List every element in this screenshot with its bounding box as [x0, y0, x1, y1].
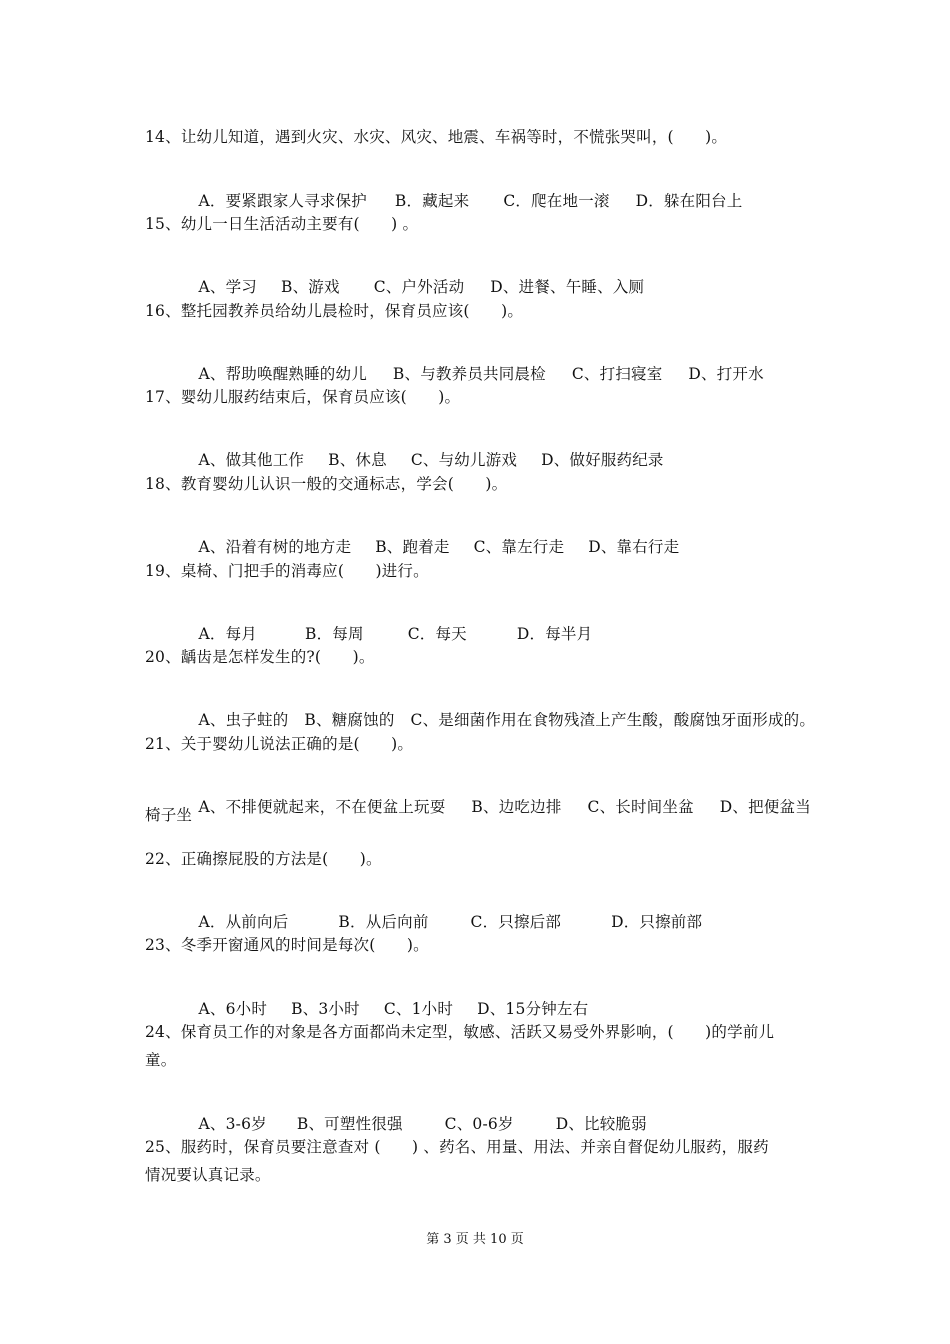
options-21	[178, 777, 811, 837]
option-b: B、跑着走	[375, 538, 450, 556]
option-d: D、做好服药纪录	[541, 451, 664, 469]
question-24-continued: 童。	[145, 1051, 177, 1069]
option-d: D、打开水	[688, 365, 764, 383]
option-d: D．躲在阳台上	[635, 192, 743, 210]
page-footer: 第 3 页 共 10 页	[426, 1232, 524, 1247]
question-25: 25、服药时，保育员要注意查对 ( ) 、药名、用量、用法、并亲自督促幼儿服药，服药	[145, 1138, 769, 1156]
question-20: 20、龋齿是怎样发生的?( )。	[145, 648, 375, 666]
question-22: 22、正确擦屁股的方法是( )。	[145, 850, 382, 868]
option-c: C、靠左行走	[473, 538, 565, 556]
option-c: C．爬在地一滚	[503, 192, 610, 210]
option-c: C、户外活动	[373, 278, 465, 296]
question-15: 15、幼儿一日生活活动主要有( ) 。	[145, 215, 419, 233]
option-b: B、可塑性很强	[296, 1115, 403, 1133]
question-25-continued: 情况要认真记录。	[145, 1166, 271, 1184]
option-d: D、把便盆当	[719, 798, 811, 816]
option-b: B．藏起来	[394, 192, 470, 210]
option-c: C、与幼儿游戏	[410, 451, 518, 469]
option-b: B．从后向前	[338, 913, 429, 931]
question-18: 18、教育婴幼儿认识一般的交通标志，学会( )。	[145, 475, 508, 493]
option-c: C、0-6岁	[444, 1115, 514, 1133]
option-c: C．只擦后部	[470, 913, 562, 931]
option-a: A、不排便就起来，不在便盆上玩耍	[198, 798, 446, 816]
option-b: B、边吃边排	[471, 798, 562, 816]
option-d: D．只擦前部	[611, 913, 703, 931]
option-a: A．要紧跟家人寻求保护	[198, 192, 367, 210]
option-a: A、帮助唤醒熟睡的幼儿	[198, 365, 367, 383]
option-a: A、6小时	[198, 1000, 268, 1018]
question-16: 16、整托园教养员给幼儿晨检时，保育员应该( )。	[145, 302, 524, 320]
option-a: A．从前向后	[198, 913, 289, 931]
option-c: C．每天	[407, 625, 467, 643]
question-19: 19、桌椅、门把手的消毒应( )进行。	[145, 562, 429, 580]
question-24: 24、保育员工作的对象是各方面都尚未定型，敏感、活跃又易受外界影响，( )的学前儿	[145, 1023, 775, 1041]
option-d: D、靠右行走	[588, 538, 680, 556]
option-d: D、进餐、午睡、入厕	[490, 278, 645, 296]
option-a: A、虫子蛀的	[198, 711, 289, 729]
question-23: 23、冬季开窗通风的时间是每次( )。	[145, 936, 429, 954]
question-14: 14、让幼儿知道，遇到火灾、水灾、风灾、地震、车祸等时，不慌张哭叫，( )。	[145, 128, 728, 146]
option-b: B、与教养员共同晨检	[392, 365, 546, 383]
question-17: 17、婴幼儿服药结束后，保育员应该( )。	[145, 388, 461, 406]
option-a: A、做其他工作	[198, 451, 305, 469]
option-b: B、游戏	[281, 278, 340, 296]
option-b: B、休息	[328, 451, 387, 469]
option-c: C、是细菌作用在食物残渣上产生酸，酸腐蚀牙面形成的。	[410, 711, 816, 729]
option-c: C、1小时	[383, 1000, 454, 1018]
option-d: D、15分钟左右	[477, 1000, 589, 1018]
option-b: B、糖腐蚀的	[304, 711, 395, 729]
question-21: 21、关于婴幼儿说法正确的是( )。	[145, 735, 414, 753]
option-b: B、3小时	[291, 1000, 360, 1018]
option-d: D、比较脆弱	[555, 1115, 647, 1133]
option-c: C、长时间坐盆	[587, 798, 694, 816]
option-c: C、打扫寝室	[571, 365, 663, 383]
option-d: D．每半月	[516, 625, 593, 643]
option-a: A、学习	[198, 278, 258, 296]
option-b: B．每周	[305, 625, 364, 643]
options-21-continued: 椅子坐	[145, 806, 193, 824]
option-a: A、3-6岁	[198, 1115, 267, 1133]
option-a: A．每月	[198, 625, 258, 643]
option-a: A、沿着有树的地方走	[198, 538, 352, 556]
